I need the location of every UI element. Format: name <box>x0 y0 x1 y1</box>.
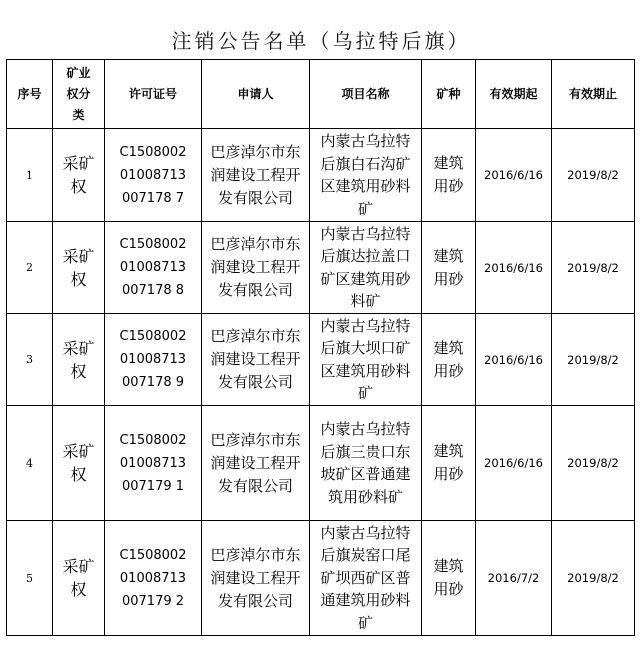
cell-valid-to: 2019/8/2 <box>552 406 635 521</box>
cell-applicant <box>202 129 310 222</box>
cell-valid-to: 2019/8/2 <box>552 129 635 222</box>
cell-valid-from: 2016/6/16 <box>476 222 552 314</box>
cell-seq: 3 <box>7 314 53 406</box>
cell-applicant-text: 巴彦淖尔市东润建设工程开发有限公司 <box>210 142 301 207</box>
cell-applicant <box>202 406 310 521</box>
document-title: 注销公告名单（乌拉特后旗） <box>171 29 471 53</box>
cell-mineral <box>422 129 476 222</box>
cell-license <box>105 521 202 636</box>
cell-category-text: 采矿权 <box>62 557 95 599</box>
cell-mineral <box>422 314 476 406</box>
table-row <box>7 314 635 406</box>
cell-project-text: 内蒙古乌拉特后旗大坝口矿区建筑用砂料矿 <box>320 316 411 402</box>
cell-license <box>105 222 202 314</box>
header-mineral: 矿种 <box>422 60 476 129</box>
cell-project <box>310 521 422 636</box>
cell-applicant-text: 巴彦淖尔市东润建设工程开发有限公司 <box>210 545 301 610</box>
header-category <box>53 60 105 129</box>
cell-category-text: 采矿权 <box>62 338 95 381</box>
cell-seq: 5 <box>7 521 53 636</box>
cell-mineral <box>422 521 476 636</box>
cell-category <box>53 129 105 222</box>
cell-valid-from: 2016/7/2 <box>476 521 552 636</box>
header-applicant: 申请人 <box>202 60 310 129</box>
cell-valid-from: 2016/6/16 <box>476 129 552 222</box>
cell-mineral-text: 建筑用砂 <box>433 557 464 598</box>
cell-category-text: 采矿权 <box>62 246 95 289</box>
cell-category <box>53 406 105 521</box>
table-row <box>7 521 635 636</box>
cell-license-text: C150800201008713007179 1 <box>119 432 187 494</box>
cell-license-text: C150800201008713007178 8 <box>119 237 187 298</box>
header-category-line2: 权分 <box>66 86 91 101</box>
cell-category-text: 采矿权 <box>62 442 95 484</box>
cell-applicant-text: 巴彦淖尔市东润建设工程开发有限公司 <box>210 235 301 299</box>
header-license: 许可证号 <box>105 60 202 129</box>
table-row <box>7 406 635 521</box>
table-header-row <box>7 60 635 129</box>
cell-applicant <box>202 521 310 636</box>
cell-license <box>105 129 202 222</box>
cell-valid-from: 2016/6/16 <box>476 314 552 406</box>
cell-mineral-text: 建筑用砂 <box>433 154 464 195</box>
cell-seq: 1 <box>7 129 53 222</box>
table-row <box>7 129 635 222</box>
cell-category-text: 采矿权 <box>62 154 95 196</box>
cell-project <box>310 314 422 406</box>
cell-valid-to: 2019/8/2 <box>552 521 635 636</box>
cell-seq: 2 <box>7 222 53 314</box>
header-valid-to: 有效期止 <box>552 60 635 129</box>
cell-license-text: C150800201008713007178 9 <box>119 329 187 390</box>
cell-mineral-text: 建筑用砂 <box>433 338 464 380</box>
cell-project-text: 内蒙古乌拉特后旗白石沟矿区建筑用砂料矿 <box>320 132 411 218</box>
cell-mineral-text: 建筑用砂 <box>433 246 464 288</box>
cancellation-list-table <box>6 59 635 636</box>
cell-applicant <box>202 222 310 314</box>
cell-project-text: 内蒙古乌拉特后旗炭窑口尾矿坝西矿区普通建筑用砂料矿 <box>320 523 411 632</box>
cell-category <box>53 314 105 406</box>
cell-project-text: 内蒙古乌拉特后旗达拉盖口矿区建筑用砂料矿 <box>320 224 411 310</box>
cell-valid-from: 2016/6/16 <box>476 406 552 521</box>
cell-mineral <box>422 222 476 314</box>
cell-project <box>310 129 422 222</box>
header-category-line1: 矿业 <box>66 65 91 80</box>
cell-applicant-text: 巴彦淖尔市东润建设工程开发有限公司 <box>210 430 301 495</box>
cell-project-text: 内蒙古乌拉特后旗三贵口东坡矿区普通建筑用砂料矿 <box>320 420 411 506</box>
cell-license-text: C150800201008713007178 7 <box>119 144 187 206</box>
cell-license <box>105 406 202 521</box>
cell-license-text: C150800201008713007179 2 <box>119 547 187 609</box>
cell-project <box>310 406 422 521</box>
cell-valid-to: 2019/8/2 <box>552 314 635 406</box>
header-project: 项目名称 <box>310 60 422 129</box>
table-row <box>7 222 635 314</box>
header-seq: 序号 <box>7 60 53 129</box>
cell-project <box>310 222 422 314</box>
cell-valid-to: 2019/8/2 <box>552 222 635 314</box>
cell-license <box>105 314 202 406</box>
cell-mineral-text: 建筑用砂 <box>433 442 464 483</box>
cell-applicant-text: 巴彦淖尔市东润建设工程开发有限公司 <box>210 327 301 391</box>
cell-seq: 4 <box>7 406 53 521</box>
cell-category <box>53 521 105 636</box>
cell-category <box>53 222 105 314</box>
cell-mineral <box>422 406 476 521</box>
cell-applicant <box>202 314 310 406</box>
header-valid-from: 有效期起 <box>476 60 552 129</box>
header-category-line3: 类 <box>72 107 85 122</box>
